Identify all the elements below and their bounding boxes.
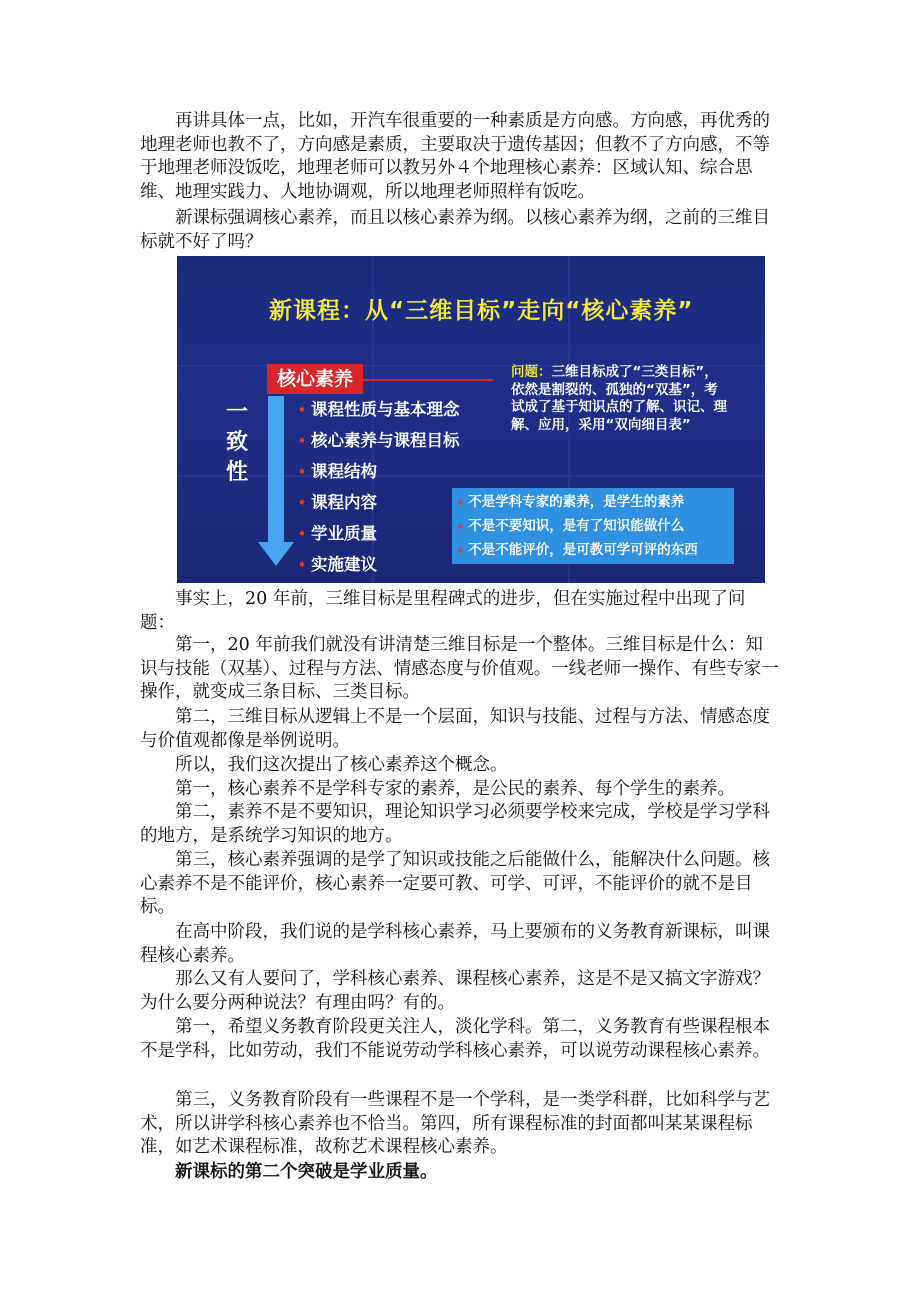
paragraph: 第二，素养不是不要知识，理论知识学习必须要学校来完成，学校是学习学科的地方，是系统学习知识的地方。 (140, 802, 770, 846)
slide-title: 新课程：从“三维目标”走向“核心素养” (269, 298, 694, 324)
item-label: 实施建议 (311, 555, 377, 574)
slide-item-list (297, 394, 460, 580)
paragraph: 在高中阶段，我们说的是学科核心素养，马上要颁布的义务教育新课标，叫课程核心素养。 (140, 922, 770, 966)
paragraph: 第三，义务教育阶段有一些课程不是一个学科，是一类学科群，比如科学与艺术，所以讲学科核心素养也不恰当。第四，所有课程标准的封面都叫某某课程标准，如艺术课程标准，故称艺术课程核心素养。 (140, 1090, 770, 1158)
list-item (297, 518, 460, 549)
list-item (297, 456, 460, 487)
principle-line (456, 538, 734, 562)
paragraph: 第一，核心素养不是学科专家的素养，是公民的素养、每个学生的素养。 (175, 779, 735, 799)
list-item (297, 487, 460, 518)
arrow-bullet-icon: ➧ (297, 557, 308, 571)
paragraph: 新课标强调核心素养，而且以核心素养为纲。以核心素养为纲，之前的三维目标就不好了吗？ (140, 208, 770, 252)
paragraph: 所以，我们这次提出了核心素养这个概念。 (175, 755, 508, 775)
paragraph-bold: 新课标的第二个突破是学业质量。 (175, 1162, 438, 1182)
principle-text: 不是不能评价，是可教可学可评的东西 (468, 542, 698, 558)
list-item (297, 394, 460, 425)
paragraph: 再讲具体一点，比如，开汽车很重要的一种素质是方向感。方向感，再优秀的地理老师也教不了，方向感是素质，主要取决于遗传基因；但教不了方向感，不等于地理老师没饭吃，地理老师可以教另外４个地理核心素养：区域认知、综合思维、地理实践力、人地协调观，所以地理老师照样有饭吃。 (140, 111, 770, 202)
item-label: 课程性质与基本理念 (311, 400, 460, 419)
item-label: 核心素养与课程目标 (311, 431, 460, 450)
arrow-bullet-icon: ➧ (297, 464, 308, 478)
arrow-bullet-icon: ➧ (456, 544, 466, 557)
paragraph: 第一，20 年前我们就没有讲清楚三维目标是一个整体。三维目标是什么：知识与技能（双基）、过程与方法、情感态度与价值观。一线老师一操作、有些专家一操作，就变成三条目标、三类目标。 (140, 635, 779, 703)
arrow-bullet-icon: ➧ (297, 433, 308, 447)
paragraph: 事实上，20 年前，三维目标是里程碑式的进步，但在实施过程中出现了问题： (140, 589, 746, 633)
paragraph: 第三，核心素养强调的是学了知识或技能之后能做什么，能解决什么问题。核心素养不是不能评价，核心素养一定要可教、可学、可评，不能评价的就不是目标。 (140, 850, 770, 918)
slide-image (177, 256, 765, 583)
principle-text: 不是学科专家的素养，是学生的素养 (468, 494, 685, 510)
arrow-bullet-icon: ➧ (456, 496, 466, 509)
arrow-bullet-icon: ➧ (297, 495, 308, 509)
down-arrow-icon (258, 542, 294, 566)
principle-line (456, 514, 734, 538)
item-label: 课程结构 (311, 462, 377, 481)
problem-text: 三维目标成了“三类目标”，依然是割裂的、孤独的“双基”，考试成了基于知识点的了解、识记、理解、应用，采用“双向细目表” (511, 364, 727, 433)
paragraph: 第一，希望义务教育阶段更关注人，淡化学科。第二，义务教育有些课程根本不是学科，比如劳动，我们不能说劳动学科核心素养，可以说劳动课程核心素养。 (140, 1017, 770, 1061)
core-underline (363, 379, 493, 381)
principle-line (456, 490, 734, 514)
arrow-bullet-icon: ➧ (456, 520, 466, 533)
list-item (297, 549, 460, 580)
down-arrow-shaft (268, 396, 284, 544)
item-label: 学业质量 (311, 524, 377, 543)
problem-label: 问题： (511, 364, 552, 380)
list-item (297, 425, 460, 456)
arrow-bullet-icon: ➧ (297, 402, 308, 416)
paragraph: 那么又有人要问了，学科核心素养、课程核心素养，这是不是又搞文字游戏？为什么要分两种说法？有理由吗？有的。 (140, 969, 770, 1013)
problem-note (511, 364, 729, 434)
principle-text: 不是不要知识，是有了知识能做什么 (468, 518, 685, 534)
principles-box (452, 488, 734, 564)
consistency-label: 一致性 (225, 400, 248, 485)
item-label: 课程内容 (311, 493, 377, 512)
arrow-bullet-icon: ➧ (297, 526, 308, 540)
paragraph: 第二，三维目标从逻辑上不是一个层面，知识与技能、过程与方法、情感态度与价值观都像是举例说明。 (140, 707, 770, 751)
core-competency-box: 核心素养 (267, 364, 363, 394)
